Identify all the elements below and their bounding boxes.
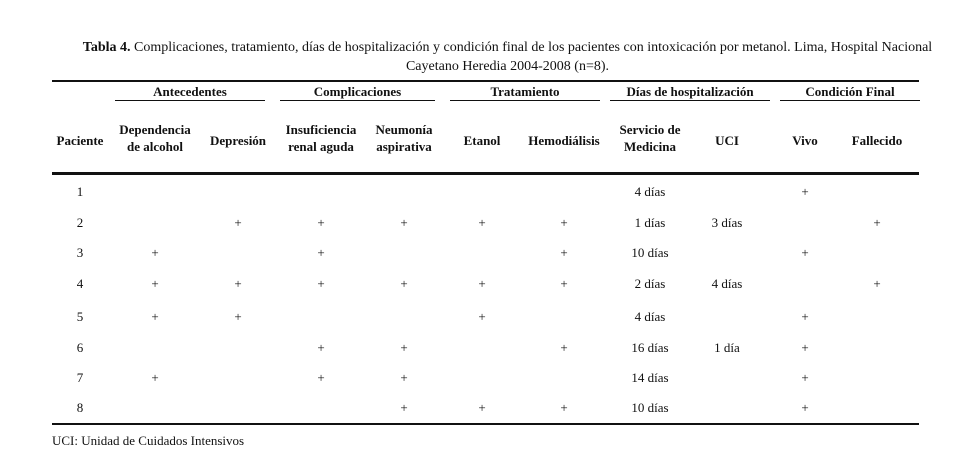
group-underline-tratamiento xyxy=(450,100,600,101)
column-header-vivo xyxy=(775,132,835,149)
group-header-hospitalizacion: Días de hospitalización xyxy=(626,84,754,99)
table-cell-fallecido: + xyxy=(873,215,881,230)
column-header-neumonia xyxy=(364,121,444,155)
column-header-line: Etanol xyxy=(463,133,501,148)
table-cell-uci: 1 día xyxy=(714,340,740,355)
group-header-tratamiento: Tratamiento xyxy=(490,84,560,99)
table-cell-paciente: 7 xyxy=(76,370,84,385)
table-cell-uci: 3 días xyxy=(711,215,743,230)
table-cell-hemodialisis: + xyxy=(560,340,568,355)
table-cell-paciente: 3 xyxy=(76,245,84,260)
footnote: UCI: Unidad de Cuidados Intensivos xyxy=(52,433,245,448)
column-header-line: Servicio de xyxy=(619,122,681,137)
table-cell-hemodialisis: + xyxy=(560,245,568,260)
table-cell-servicio-medicina: 10 días xyxy=(631,400,669,415)
column-header-line: aspirativa xyxy=(376,139,432,154)
table-cell-neumonia: + xyxy=(400,215,408,230)
top-rule xyxy=(52,80,919,82)
table-cell-insuficiencia-renal: + xyxy=(317,245,325,260)
table-cell-depresion: + xyxy=(234,215,242,230)
table-caption xyxy=(60,38,955,76)
column-header-line: Insuficiencia xyxy=(285,122,357,137)
column-header-line: Hemodiálisis xyxy=(528,133,600,148)
table-cell-vivo: + xyxy=(801,184,809,199)
table-cell-insuficiencia-renal: + xyxy=(317,215,325,230)
table-cell-paciente: 1 xyxy=(76,184,84,199)
table-cell-dependencia-alcohol: + xyxy=(151,276,159,291)
table-cell-paciente: 5 xyxy=(76,309,84,324)
bottom-rule xyxy=(52,423,919,425)
table-cell-vivo: + xyxy=(801,400,809,415)
table-cell-depresion: + xyxy=(234,276,242,291)
column-header-line: Vivo xyxy=(792,133,818,148)
column-header-servicio-medicina xyxy=(608,121,692,155)
table-cell-dependencia-alcohol: + xyxy=(151,309,159,324)
table-cell-neumonia: + xyxy=(400,400,408,415)
column-header-hemodialisis xyxy=(521,132,607,149)
table-cell-vivo: + xyxy=(801,245,809,260)
table-cell-hemodialisis: + xyxy=(560,215,568,230)
column-header-depresion xyxy=(203,132,273,149)
table-cell-paciente: 6 xyxy=(76,340,84,355)
group-underline-condicion xyxy=(780,100,920,101)
column-header-uci xyxy=(697,132,757,149)
table-cell-fallecido: + xyxy=(873,276,881,291)
table-cell-etanol: + xyxy=(478,400,486,415)
table-cell-depresion: + xyxy=(234,309,242,324)
column-header-line: Dependencia xyxy=(119,122,191,137)
table-cell-servicio-medicina: 14 días xyxy=(631,370,669,385)
table-cell-insuficiencia-renal: + xyxy=(317,370,325,385)
table-cell-neumonia: + xyxy=(400,370,408,385)
table-cell-dependencia-alcohol: + xyxy=(151,370,159,385)
table-cell-servicio-medicina: 2 días xyxy=(634,276,666,291)
caption-text: Complicaciones, tratamiento, días de hospitalización y condición final de los pacientes con intoxicación por metanol. Lima, Hospital Nacional Cayetano Heredia 2004-2008 (n=8). xyxy=(130,40,933,74)
group-header-condicion: Condición Final xyxy=(805,84,895,99)
column-header-fallecido xyxy=(842,132,912,149)
table-cell-vivo: + xyxy=(801,340,809,355)
column-header-line: de alcohol xyxy=(127,139,183,154)
table-cell-etanol: + xyxy=(478,276,486,291)
column-header-line: UCI xyxy=(715,133,739,148)
table-cell-neumonia: + xyxy=(400,276,408,291)
group-underline-antecedentes xyxy=(115,100,265,101)
table-cell-servicio-medicina: 10 días xyxy=(631,245,669,260)
column-header-insuficiencia-renal xyxy=(278,121,364,155)
table-cell-insuficiencia-renal: + xyxy=(317,340,325,355)
table-cell-hemodialisis: + xyxy=(560,276,568,291)
table-cell-servicio-medicina: 4 días xyxy=(634,309,666,324)
group-header-complicaciones: Complicaciones xyxy=(313,84,402,99)
column-header-line: Depresión xyxy=(209,133,267,148)
table-cell-dependencia-alcohol: + xyxy=(151,245,159,260)
table-cell-servicio-medicina: 1 días xyxy=(634,215,666,230)
table-cell-servicio-medicina: 4 días xyxy=(634,184,666,199)
column-header-paciente xyxy=(50,132,110,149)
caption-label: Tabla 4. xyxy=(82,40,131,55)
table-cell-etanol: + xyxy=(478,309,486,324)
header-rule xyxy=(52,172,919,175)
table-cell-uci: 4 días xyxy=(711,276,743,291)
table-cell-hemodialisis: + xyxy=(560,400,568,415)
column-header-line: Medicina xyxy=(624,139,676,154)
table-cell-vivo: + xyxy=(801,370,809,385)
table-cell-etanol: + xyxy=(478,215,486,230)
group-underline-complicaciones xyxy=(280,100,435,101)
column-header-line: Fallecido xyxy=(851,133,903,148)
column-header-line: Paciente xyxy=(56,133,104,148)
group-underline-hospitalizacion xyxy=(610,100,770,101)
table-cell-paciente: 4 xyxy=(76,276,84,291)
column-header-etanol xyxy=(452,132,512,149)
table-cell-vivo: + xyxy=(801,309,809,324)
table-cell-paciente: 8 xyxy=(76,400,84,415)
column-header-line: renal aguda xyxy=(288,139,354,154)
table-cell-neumonia: + xyxy=(400,340,408,355)
table-cell-paciente: 2 xyxy=(76,215,84,230)
table-cell-insuficiencia-renal: + xyxy=(317,276,325,291)
group-header-antecedentes: Antecedentes xyxy=(153,84,227,99)
column-header-dependencia-alcohol xyxy=(112,121,198,155)
column-header-line: Neumonía xyxy=(375,122,433,137)
table-cell-servicio-medicina: 16 días xyxy=(631,340,669,355)
